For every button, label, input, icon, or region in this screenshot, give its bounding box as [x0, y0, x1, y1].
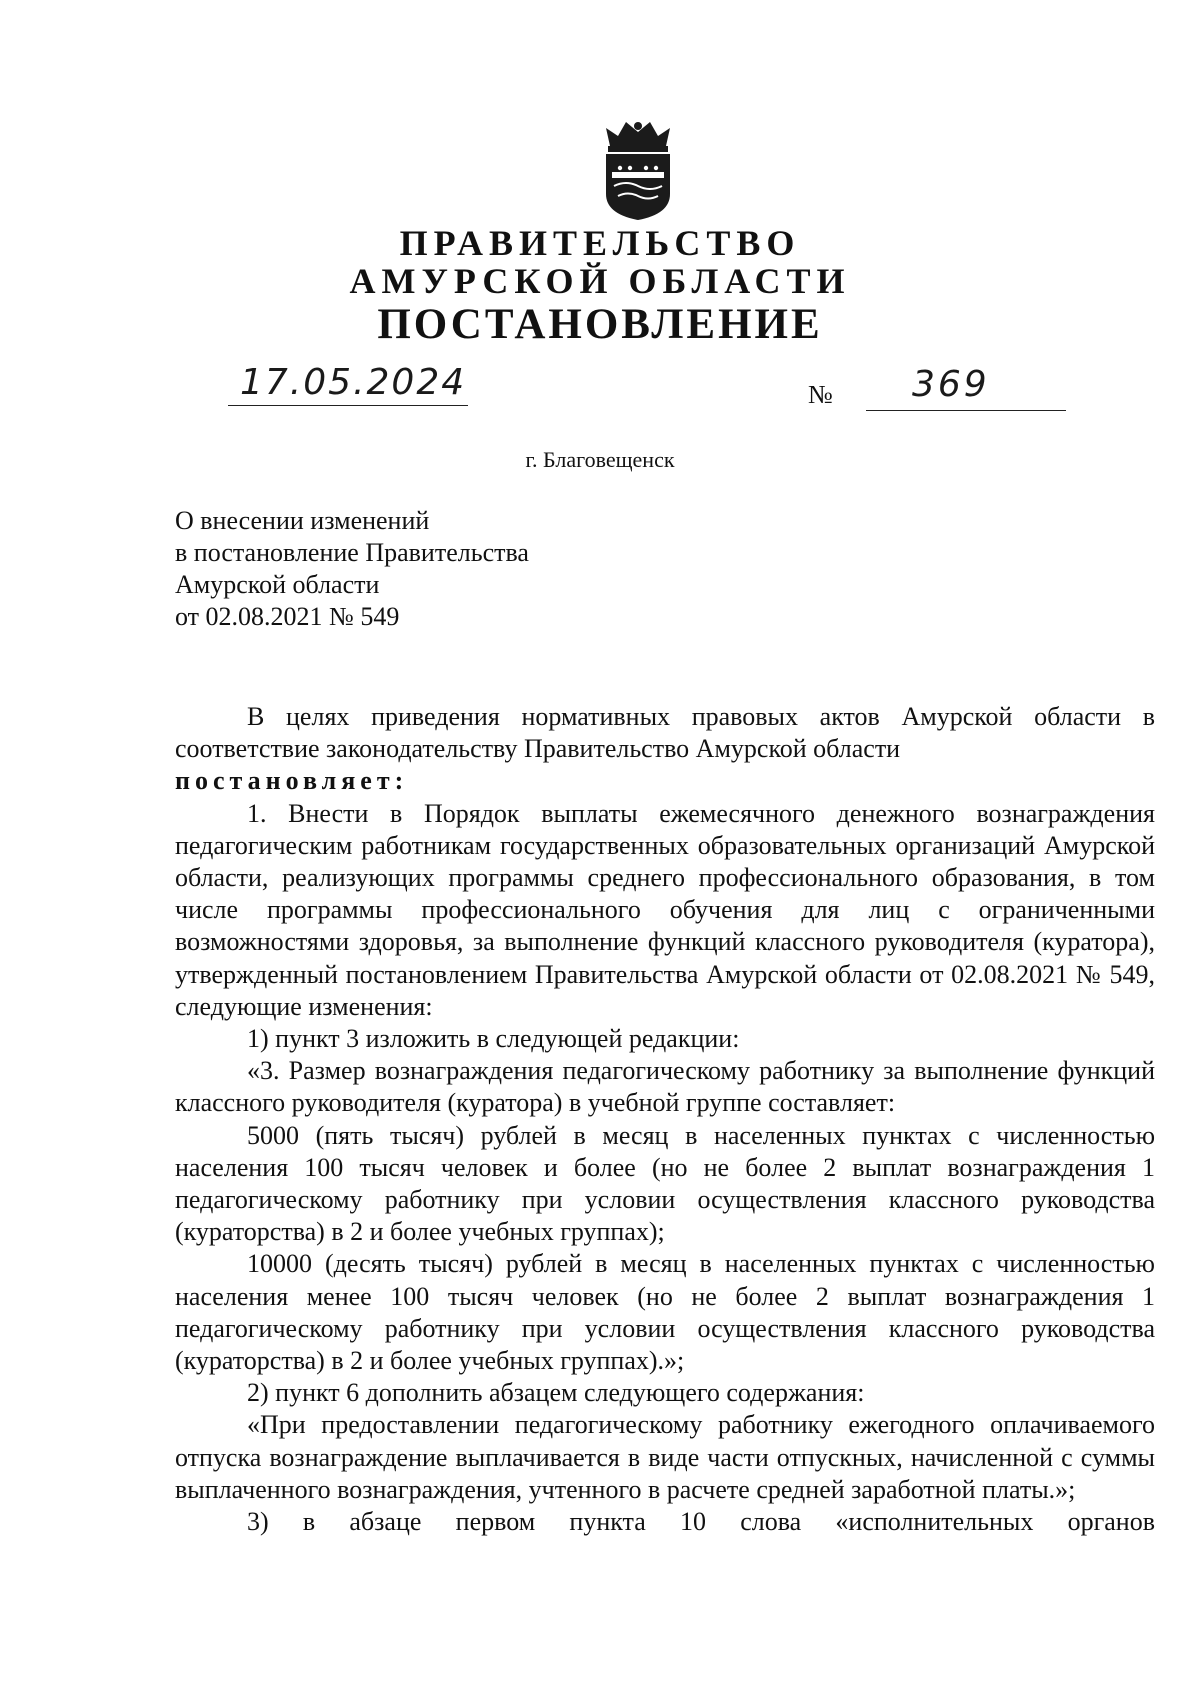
city-name: г. Благовещенск — [525, 447, 675, 472]
decree-word: постановляет: — [175, 766, 409, 796]
subitem-1-text-paragraph: 10000 (десять тысяч) рублей в месяц в населенных пунктах с численностью населения менее 100 тысяч человек (но не более 2 выплат вознаграждения 1 педагогическому работнику при условии осуществления классного руководства (кураторства) в 2 и более учебных группах).»; — [175, 1249, 1155, 1376]
subject-line: Амурской области — [175, 570, 380, 599]
coat-of-arms-icon — [596, 116, 680, 222]
number-underline — [866, 410, 1066, 411]
date-underline — [228, 405, 468, 406]
subitem-1-text-paragraph: «3. Размер вознаграждения педагогическому работнику за выполнение функций классного руководителя (куратора) в учебной группе составляет: — [175, 1056, 1155, 1118]
number-sign: № — [808, 380, 833, 409]
document-subject — [175, 505, 529, 633]
subject-line: от 02.08.2021 № 549 — [175, 602, 400, 631]
subitem-3-paragraph: 3) в абзаце первом пункта 10 слова «исполнительных органов — [247, 1507, 1155, 1537]
subitem-2-paragraph: 2) пункт 6 дополнить абзацем следующего содержания: — [247, 1378, 865, 1408]
document-kind: ПОСТАНОВЛЕНИЕ — [377, 301, 823, 348]
document-body — [175, 701, 1155, 1538]
document-number: 369 — [912, 364, 990, 405]
government-title-line2: АМУРСКОЙ ОБЛАСТИ — [349, 261, 851, 301]
government-title-line1: ПРАВИТЕЛЬСТВО — [399, 223, 801, 263]
subject-line: О внесении изменений — [175, 506, 430, 535]
subitem-1-paragraph: 1) пункт 3 изложить в следующей редакции: — [247, 1024, 740, 1054]
item-1-paragraph: 1. Внести в Порядок выплаты ежемесячного денежного вознаграждения педагогическим работникам государственных образовательных организаций Амурской области, реализующих программы среднего профессионального образования, в том числе программы профессионального обучения для лиц с ограниченными возможностями здоровья, за выполнение функций классного руководителя (куратора), утвержденный постановлением Правительства Амурской области от 02.08.2021 № 549, следующие изменения: — [175, 798, 1155, 1021]
subject-line: в постановление Правительства — [175, 538, 529, 567]
subitem-1-text-paragraph: 5000 (пять тысяч) рублей в месяц в населенных пунктах с численностью населения 100 тысяч человек и более (но не более 2 выплат вознаграждения 1 педагогическому работнику при условии осуществления классного руководства (кураторства) в 2 и более учебных группах); — [175, 1120, 1155, 1247]
subitem-2-text-paragraph: «При предоставлении педагогическому работнику ежегодного оплачиваемого отпуска вознаграждение выплачивается в виде части отпускных, начисленной с суммы выплаченного вознаграждения, учтенного в расчете средней заработной платы.»; — [175, 1410, 1155, 1504]
document-date: 17.05.2024 — [240, 362, 467, 403]
preamble-paragraph: В целях приведения нормативных правовых актов Амурской области в соответствие законодательству Правительство Амурской области — [175, 702, 1155, 764]
